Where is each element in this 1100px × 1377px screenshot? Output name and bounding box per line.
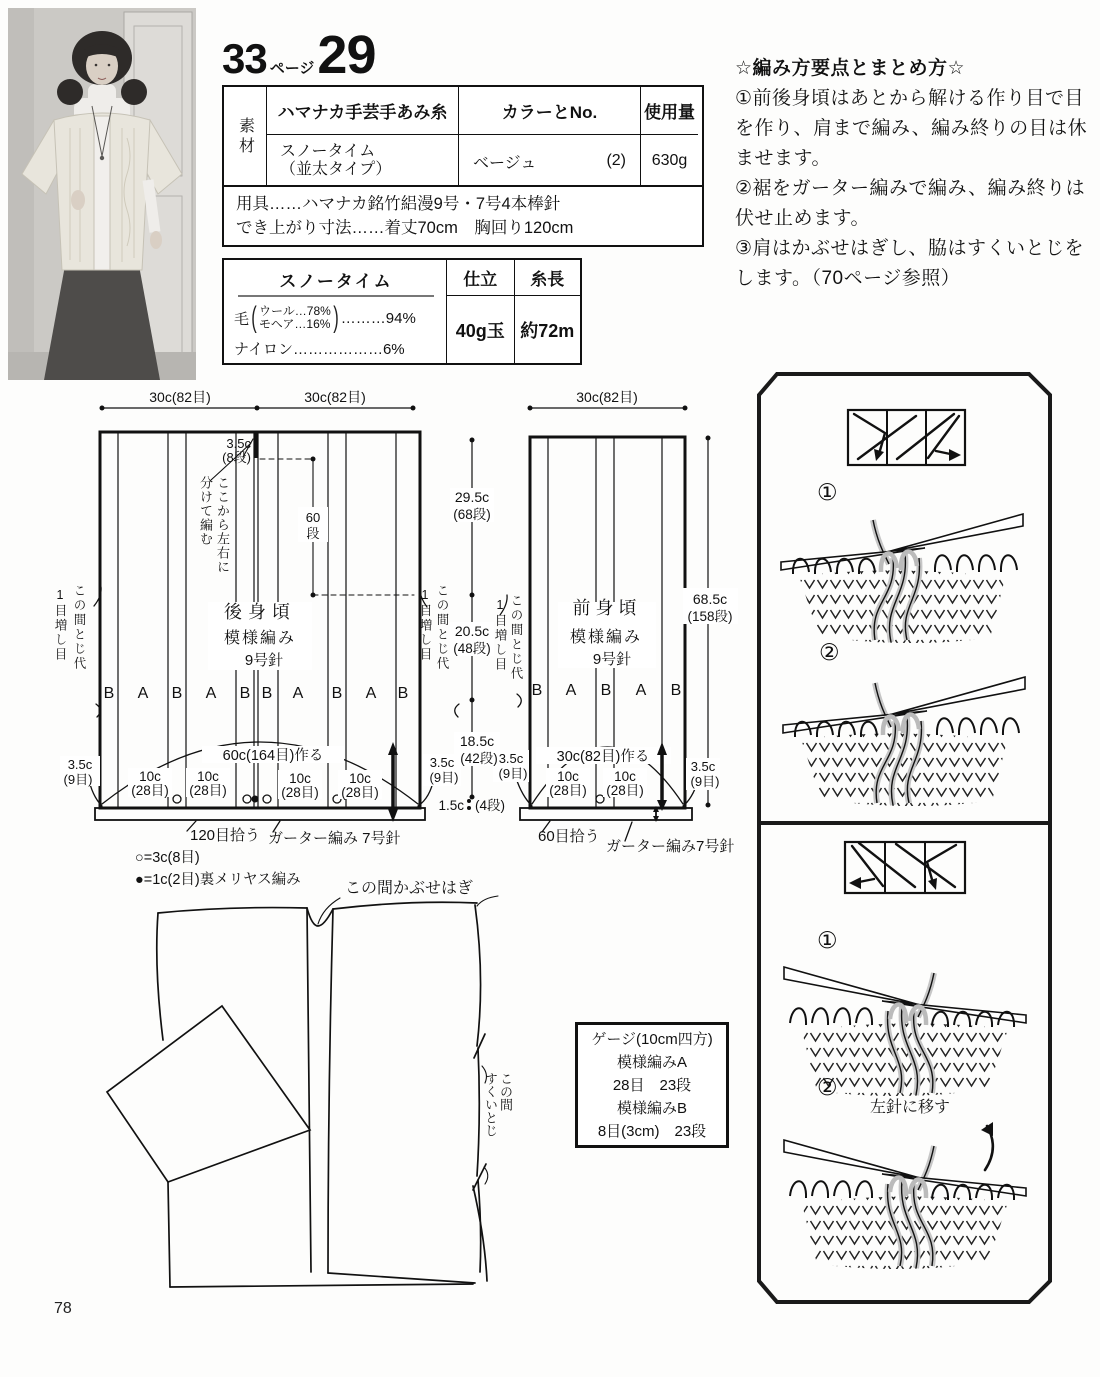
- front-garter-label: ガーター編み7号針: [606, 838, 735, 855]
- svg-text:3.5c: 3.5c: [498, 751, 524, 766]
- right-edge-upper: [475, 905, 481, 1046]
- finish-value: 40g玉: [455, 320, 505, 341]
- lower-step1-number: ①: [817, 927, 838, 953]
- back-right-seam-label: この間とじ代: [435, 584, 449, 671]
- gauge-pattern-a-value: 28目 23段: [612, 1076, 692, 1094]
- model-photo-art: [8, 8, 196, 380]
- split-rows-label: (8段): [222, 450, 251, 465]
- length-value: 約72m: [514, 296, 581, 363]
- shoulder-split-bar: [254, 432, 259, 458]
- left-panel-top-edge: [158, 908, 307, 913]
- back-garter-label: ガーター編み 7号針: [268, 830, 401, 847]
- front-hem-band: [520, 808, 692, 820]
- measure-4rows: (4段): [475, 798, 505, 813]
- right-panel-left-edge: [328, 909, 333, 1273]
- shoulder-notch: [307, 908, 333, 926]
- assembly-leaders: [318, 896, 498, 1184]
- svg-text:B: B: [239, 685, 251, 702]
- measure-68rows: (68段): [453, 507, 491, 522]
- front-height-rows: (158段): [687, 609, 733, 624]
- howto-title: ☆編み方要点とまとめ方☆: [735, 58, 966, 79]
- svg-text:B: B: [670, 682, 682, 699]
- gauge-pattern-b: 模様編みB: [616, 1099, 687, 1117]
- back-piece-name: 後身頃: [224, 602, 296, 622]
- materials-amount-cell: 630g: [640, 135, 698, 187]
- svg-text:10c: 10c: [349, 771, 371, 786]
- front-left-seam-label: この間とじ代: [509, 594, 523, 681]
- split-height-label: 3.5c: [226, 436, 251, 451]
- svg-text:3.5c: 3.5c: [67, 757, 93, 772]
- yarn-name: スノータイム: [280, 143, 376, 160]
- measure-1-5c: 1.5c: [438, 798, 464, 813]
- legend-circle-line: ○=3c(8目): [135, 850, 200, 866]
- svg-text:(28目): (28目): [281, 785, 319, 800]
- svg-text:10c: 10c: [557, 769, 579, 784]
- howto-step-1: ①前後身頃はあとから解ける作り目で目を作り、肩まで編み、編み終りの目は休ませます。: [735, 88, 1088, 169]
- color-no: (2): [606, 152, 626, 169]
- svg-text:(9目): (9目): [690, 774, 720, 789]
- svg-text:B: B: [531, 682, 543, 699]
- back-cast-on-label: 60c(164目)作る: [222, 748, 324, 764]
- back-left-seam-label: この間とじ代: [72, 584, 86, 671]
- measure-20-5c: 20.5c: [454, 623, 490, 639]
- svg-text:A: A: [565, 682, 577, 699]
- materials-yarn-cell: [266, 135, 458, 187]
- gauge-pattern-b-value: 8目(3cm) 23段: [597, 1122, 707, 1140]
- wool-sub1: ウール…78%: [259, 304, 331, 318]
- bottom-edge-a: [170, 1284, 473, 1287]
- gauge-box: [575, 1022, 729, 1148]
- back-width-right-label: 30c(82目): [304, 389, 366, 405]
- finish-header: 仕立: [447, 260, 514, 296]
- yarn-spec-name: スノータイム: [238, 267, 434, 297]
- move-to-left-needle-label: 左針に移す: [870, 1099, 951, 1116]
- bottom-panel-left-edge: [168, 1182, 170, 1287]
- svg-text:B: B: [261, 685, 273, 702]
- svg-text:A: A: [365, 685, 377, 702]
- back-stitch-label: 模様編み: [223, 630, 297, 647]
- back-right-increase-label: 1目増し目: [418, 588, 432, 662]
- svg-text:(9目): (9目): [63, 772, 93, 787]
- folded-diamond-piece: [107, 1006, 310, 1182]
- svg-text:B: B: [171, 685, 183, 702]
- materials-side-label: 素材: [236, 117, 254, 157]
- length-header: 糸長: [514, 260, 581, 296]
- gauge-title: ゲージ(10cm四方): [591, 1030, 713, 1048]
- measure-18-5c: 18.5c: [459, 733, 495, 749]
- svg-text:10c: 10c: [197, 769, 219, 784]
- back-width-left-label: 30c(82目): [149, 389, 211, 405]
- assembly-top-label: この間かぶせはぎ: [345, 880, 474, 897]
- measure-48rows: (48段): [453, 641, 491, 656]
- page-number: 78: [54, 1300, 72, 1317]
- model-photo: [8, 8, 196, 380]
- front-stitch-label: 模様編み: [569, 629, 643, 646]
- measure-29-5c: 29.5c: [454, 489, 490, 505]
- back-pickup-label: 120目拾う: [190, 827, 261, 844]
- svg-text:A: A: [635, 682, 647, 699]
- page-ref-number: 33: [222, 35, 267, 82]
- svg-text:(9目): (9目): [498, 766, 528, 781]
- rows60-number: 60: [305, 510, 321, 525]
- svg-text:A: A: [205, 685, 217, 702]
- gauge-pattern-a: 模様編みA: [616, 1053, 687, 1071]
- purl-marker-dot: [252, 796, 259, 803]
- seam-cross-1: [474, 1034, 485, 1058]
- svg-text:10c: 10c: [289, 771, 311, 786]
- svg-text:3.5c: 3.5c: [429, 755, 455, 770]
- segment-width-labels: [131, 769, 644, 800]
- svg-text:(28目): (28目): [189, 783, 227, 798]
- front-piece-name: 前身頃: [572, 598, 642, 618]
- materials-col-yarn: ハマナカ手芸手あみ糸: [266, 87, 458, 135]
- yarn-type: （並太タイプ）: [280, 161, 392, 178]
- dashed-guides: [260, 459, 414, 595]
- upper-step2-number: ②: [819, 639, 840, 665]
- svg-text:10c: 10c: [614, 769, 636, 784]
- front-pickup-label: 60目拾う: [538, 828, 600, 845]
- svg-text:B: B: [103, 685, 115, 702]
- svg-text:(9目): (9目): [429, 770, 459, 785]
- wool-total: 94%: [385, 309, 416, 327]
- howto-step-3: ③肩はかぶせはぎし、脇はすくいとじをします。（70ページ参照）: [735, 238, 1085, 289]
- pattern-title: [222, 24, 376, 86]
- yarn-spec-box: [222, 258, 582, 365]
- front-width-label: 30c(82目): [576, 389, 638, 405]
- wool-label: 毛: [234, 310, 250, 328]
- wool-line: [234, 301, 438, 335]
- svg-text:(28目): (28目): [131, 783, 169, 798]
- wool-dots: ………: [340, 309, 386, 327]
- front-left-increase-label: 1目増し目: [493, 598, 507, 672]
- front-height-label: 68.5c: [692, 591, 728, 607]
- front-cast-on-label: 30c(82目)作る: [556, 749, 650, 765]
- svg-text:B: B: [397, 685, 409, 702]
- materials-col-amount: 使用量: [640, 87, 698, 135]
- divide-note-label: ここから左右に分けて編む: [198, 476, 230, 574]
- back-left-increase-label: 1目増し目: [53, 588, 67, 662]
- schematic-diagram: [40, 380, 760, 940]
- wool-sub2: モヘア…16%: [259, 317, 331, 331]
- svg-text:A: A: [292, 685, 304, 702]
- svg-text:B: B: [331, 685, 343, 702]
- materials-color-cell: [458, 135, 640, 187]
- close-paren: ): [333, 301, 339, 334]
- svg-text:A: A: [137, 685, 149, 702]
- back-hem-band: [95, 808, 425, 820]
- pattern-number: 29: [317, 25, 376, 85]
- nylon-line: ナイロン………………6%: [234, 341, 405, 358]
- tools-box: [222, 185, 704, 247]
- howto-block: [735, 54, 1091, 294]
- right-edge-mid: [477, 1048, 479, 1176]
- measure-42rows: (42段): [460, 751, 498, 766]
- assembly-side-label: [483, 1072, 513, 1137]
- svg-text:(28目): (28目): [606, 783, 644, 798]
- legend-dot-line: ●=1c(2目)裏メリヤス編み: [135, 872, 301, 888]
- finished-size-line: でき上がり寸法……着丈70cm 胸回り120cm: [236, 219, 574, 237]
- yarn-spec-left: [224, 260, 446, 363]
- front-pattern-letters: [532, 682, 682, 699]
- svg-text:10c: 10c: [139, 769, 161, 784]
- wool-detail: [259, 305, 331, 331]
- rows60-unit: 段: [306, 526, 320, 541]
- panel-frame: [759, 374, 1050, 1302]
- lower-step2-number: ②: [817, 1074, 838, 1100]
- centre-vertical-edge: [307, 908, 311, 1272]
- svg-text:3.5c: 3.5c: [690, 759, 716, 774]
- back-needle-label: 9号針: [244, 652, 284, 669]
- assembly-side-label-part2: すくいとじ: [483, 1072, 498, 1137]
- tools-line: 用具……ハマナカ銘竹絽漫9号・7号4本棒針: [236, 195, 561, 213]
- materials-table: [222, 85, 704, 189]
- assembly-side-label-part1: この間: [498, 1072, 513, 1111]
- svg-text:(28目): (28目): [341, 785, 379, 800]
- svg-text:B: B: [600, 682, 612, 699]
- front-needle-label: 9号針: [592, 651, 632, 668]
- technique-panel: [755, 370, 1055, 1310]
- howto-step-2: ②裾をガーター編みで編み、編み終りは伏せ止めます。: [735, 178, 1086, 229]
- left-panel-left-edge: [157, 913, 163, 1040]
- svg-text:(28目): (28目): [549, 783, 587, 798]
- open-paren: (: [251, 301, 257, 334]
- stitch-marker-circles: [173, 795, 604, 803]
- page-ref-suffix: ページ: [269, 60, 315, 77]
- upper-step1-number: ①: [817, 479, 838, 505]
- right-panel-top-edge: [333, 902, 477, 909]
- materials-col-color: カラーとNo.: [458, 87, 640, 135]
- bottom-edge-b: [328, 1273, 475, 1283]
- yarn-spec-right: [446, 260, 580, 363]
- back-pattern-letters: [104, 685, 409, 702]
- color-name: ベージュ: [473, 154, 537, 172]
